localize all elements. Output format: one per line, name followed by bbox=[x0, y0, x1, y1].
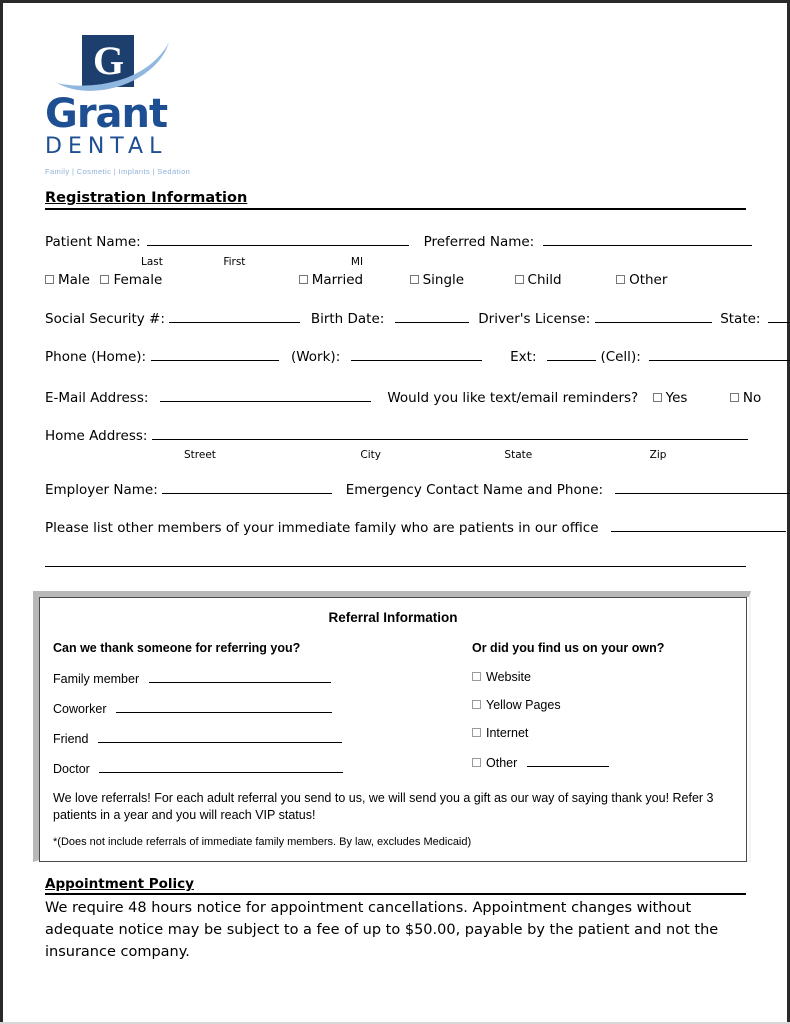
checkbox-icon[interactable] bbox=[410, 275, 419, 284]
gender-status-checkbox-row bbox=[45, 271, 750, 289]
checkbox-icon[interactable] bbox=[515, 275, 524, 284]
patient-name-input[interactable] bbox=[147, 232, 409, 246]
birth-date-input[interactable] bbox=[395, 309, 469, 323]
drivers-license-input[interactable] bbox=[595, 309, 712, 323]
referral-doctor-label: Doctor bbox=[53, 762, 90, 776]
preferred-name-label: Preferred Name: bbox=[423, 234, 535, 250]
checkbox-reminders-yes[interactable] bbox=[653, 389, 692, 406]
checkbox-icon[interactable] bbox=[472, 758, 481, 767]
referral-doctor-input[interactable] bbox=[99, 760, 343, 773]
address-sub-city: City bbox=[360, 449, 381, 461]
referral-family-member-label: Family member bbox=[53, 672, 140, 686]
reminders-question: Would you like text/email reminders? bbox=[387, 390, 639, 406]
employer-label: Employer Name: bbox=[45, 482, 158, 498]
checkbox-icon[interactable] bbox=[616, 275, 625, 284]
referral-checkbox-yellow-pages[interactable] bbox=[472, 698, 742, 712]
logo-letter-g: G bbox=[92, 38, 124, 83]
logo-swoosh-icon bbox=[55, 37, 173, 95]
ext-label: Ext: bbox=[510, 349, 537, 365]
referral-left-column bbox=[53, 641, 423, 776]
address-sub-state: State bbox=[504, 449, 533, 461]
referral-doctor-row[interactable] bbox=[53, 760, 423, 776]
checkbox-married-label: Married bbox=[311, 272, 364, 288]
checkbox-icon[interactable] bbox=[299, 275, 308, 284]
phone-work-label: (Work): bbox=[290, 349, 341, 365]
phone-home-input[interactable] bbox=[151, 347, 279, 361]
registration-heading-text: Registration Information bbox=[45, 190, 248, 206]
checkbox-icon[interactable] bbox=[653, 393, 662, 402]
home-address-sublabels bbox=[45, 445, 750, 463]
family-members-label: Please list other members of your immediate family who are patients in our office bbox=[45, 520, 599, 536]
state-label: State: bbox=[720, 311, 761, 327]
state-input[interactable] bbox=[768, 309, 790, 323]
emergency-contact-label: Emergency Contact Name and Phone: bbox=[345, 482, 604, 498]
appointment-policy-body: We require 48 hours notice for appointment cancellations. Appointment changes without adequate notice may be subject to a fee of up to $50.00, payable by the patient and not the insurance company. bbox=[45, 900, 719, 961]
referral-right-column bbox=[472, 641, 742, 770]
checkbox-female-label: Female bbox=[113, 272, 163, 288]
form-document bbox=[3, 3, 787, 1022]
logo-wordmark: Grant bbox=[45, 91, 168, 137]
referral-family-member-row[interactable] bbox=[53, 670, 423, 686]
patient-name-row bbox=[45, 232, 750, 251]
phone-cell-label: (Cell): bbox=[600, 349, 641, 365]
checkbox-reminders-no[interactable] bbox=[730, 389, 761, 406]
checkbox-icon[interactable] bbox=[100, 275, 109, 284]
referral-website-label: Website bbox=[486, 670, 531, 684]
home-address-input[interactable] bbox=[152, 426, 748, 440]
email-row bbox=[45, 388, 762, 407]
registration-heading bbox=[45, 189, 746, 210]
brand-logo bbox=[45, 31, 225, 176]
referral-internet-label: Internet bbox=[486, 726, 529, 740]
checkbox-icon[interactable] bbox=[472, 672, 481, 681]
patient-name-label: Patient Name: bbox=[45, 234, 141, 250]
referral-friend-row[interactable] bbox=[53, 730, 423, 746]
appointment-policy-heading bbox=[45, 875, 746, 895]
referral-other-input[interactable] bbox=[527, 754, 609, 767]
family-members-row-2 bbox=[45, 553, 750, 572]
employer-row bbox=[45, 480, 750, 499]
referral-note: *(Does not include referrals of immediate family members. By law, excludes Medicaid) bbox=[53, 836, 472, 848]
family-members-row bbox=[45, 518, 750, 537]
birth-date-label: Birth Date: bbox=[310, 311, 385, 327]
referral-family-member-input[interactable] bbox=[149, 670, 331, 683]
email-label: E-Mail Address: bbox=[45, 390, 149, 406]
referral-checkbox-other[interactable] bbox=[472, 754, 742, 770]
checkbox-child[interactable] bbox=[515, 271, 567, 288]
drivers-license-label: Driver's License: bbox=[478, 311, 591, 327]
name-sub-mi: MI bbox=[350, 256, 364, 268]
checkbox-icon[interactable] bbox=[730, 393, 739, 402]
checkbox-male-label: Male bbox=[58, 272, 90, 288]
checkbox-single-label: Single bbox=[422, 272, 465, 288]
ext-input[interactable] bbox=[547, 347, 596, 361]
family-members-input-2[interactable] bbox=[45, 553, 746, 567]
reminders-no-label: No bbox=[742, 390, 762, 406]
checkbox-male[interactable] bbox=[45, 271, 94, 288]
checkbox-other-label: Other bbox=[629, 272, 668, 288]
patient-name-sublabels bbox=[45, 252, 750, 270]
email-input[interactable] bbox=[160, 388, 371, 402]
referral-left-heading: Can we thank someone for referring you? bbox=[53, 641, 301, 655]
family-members-input-1[interactable] bbox=[611, 518, 786, 532]
referral-yellow-pages-label: Yellow Pages bbox=[486, 698, 561, 712]
referral-friend-label: Friend bbox=[53, 732, 89, 746]
home-address-label: Home Address: bbox=[45, 428, 148, 444]
referral-coworker-input[interactable] bbox=[116, 700, 332, 713]
referral-right-heading: Or did you find us on your own? bbox=[472, 641, 665, 655]
checkbox-icon[interactable] bbox=[45, 275, 54, 284]
logo-mark bbox=[45, 31, 175, 93]
ssn-label: Social Security #: bbox=[45, 311, 165, 327]
logo-subwordmark: DENTAL bbox=[45, 134, 168, 159]
address-sub-street: Street bbox=[184, 449, 216, 461]
referral-title: Referral Information bbox=[328, 610, 458, 625]
referral-coworker-label: Coworker bbox=[53, 702, 107, 716]
referral-checkbox-internet[interactable] bbox=[472, 726, 742, 740]
referral-checkbox-website[interactable] bbox=[472, 670, 742, 684]
appointment-policy-heading-text: Appointment Policy bbox=[45, 876, 194, 892]
checkbox-other[interactable] bbox=[616, 271, 667, 288]
emergency-contact-input[interactable] bbox=[615, 480, 790, 494]
logo-tagline: Family | Cosmetic | Implants | Sedation bbox=[45, 167, 191, 177]
phone-row bbox=[45, 347, 750, 366]
referral-friend-input[interactable] bbox=[98, 730, 342, 743]
referral-coworker-row[interactable] bbox=[53, 700, 423, 716]
ssn-input[interactable] bbox=[169, 309, 300, 323]
phone-cell-input[interactable] bbox=[649, 347, 790, 361]
address-sub-zip: Zip bbox=[649, 449, 667, 461]
checkbox-female[interactable] bbox=[100, 271, 166, 288]
name-sub-first: First bbox=[223, 256, 246, 268]
checkbox-icon[interactable] bbox=[472, 700, 481, 709]
preferred-name-input[interactable] bbox=[543, 232, 752, 246]
employer-input[interactable] bbox=[162, 480, 332, 494]
referral-other-label: Other bbox=[486, 756, 518, 770]
home-address-row bbox=[45, 426, 750, 445]
referral-information-box bbox=[39, 597, 747, 862]
reminders-yes-label: Yes bbox=[665, 390, 688, 406]
phone-home-label: Phone (Home): bbox=[45, 349, 147, 365]
identity-row bbox=[45, 309, 761, 328]
phone-work-input[interactable] bbox=[351, 347, 482, 361]
checkbox-single[interactable] bbox=[410, 271, 469, 288]
checkbox-child-label: Child bbox=[527, 272, 562, 288]
checkbox-icon[interactable] bbox=[472, 728, 481, 737]
referral-paragraph: We love referrals! For each adult referral you send to us, we will send you a gift as our way of saying thank you! Refer 3 patients in a year and you will reach VIP status! bbox=[53, 791, 714, 822]
name-sub-last: Last bbox=[141, 256, 163, 268]
checkbox-married[interactable] bbox=[299, 271, 368, 288]
